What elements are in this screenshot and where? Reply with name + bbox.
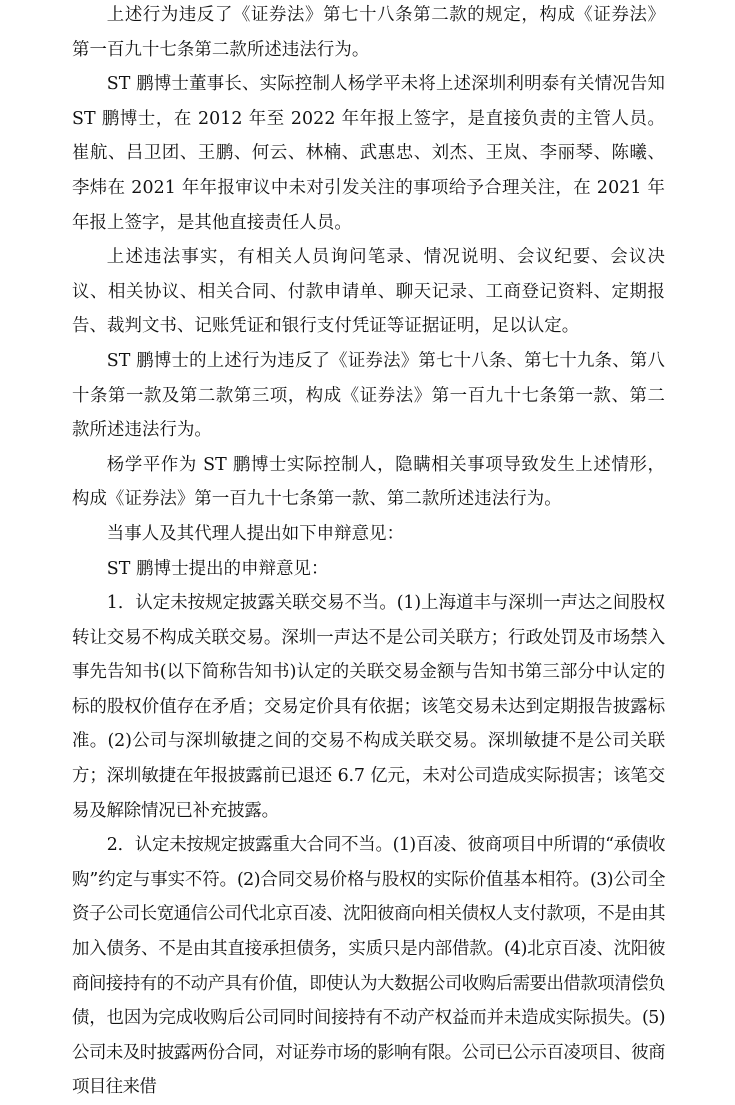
paragraph-4: ST 鹏博士的上述行为违反了《证券法》第七十八条、第七十九条、第八十条第一款及第二款第三项，构成《证券法》第一百九十七条第一款、第二款所述违法行为。 — [72, 350, 665, 441]
paragraph-2: ST 鹏博士董事长、实际控制人杨学平未将上述深圳利明泰有关情况告知 ST 鹏博士，在 2012 年至 2022 年年报上签字，是直接负责的主管人员。崔航、吕卫团、王鹏、何云、林楠、武惠忠、刘杰、王岚、李丽琴、陈曦、李炜在 2021 年年报审议中未对引发关注的事项给予合理关注，在 2021 年年报上签字，是其他直接责任人员。 — [72, 74, 665, 233]
paragraph-defense-item-1: 1．认定未按规定披露关联交易不当。(1)上海道丰与深圳一声达之间股权转让交易不构成关联交易。深圳一声达不是公司关联方；行政处罚及市场禁入事先告知书(以下简称告知书)认定的关联交易金额与告知书第三部分中认定的标的股权价值存在矛盾；交易定价具有依据；该笔交易未达到定期报告披露标准。(2)公司与深圳敏捷之间的交易不构成关联交易。深圳敏捷不是公司关联方；深圳敏捷在年报披露前已退还 6.7 亿元，未对公司造成实际损害；该笔交易及解除情况已补充披露。 — [72, 593, 665, 821]
paragraph-1: 上述行为违反了《证券法》第七十八条第二款的规定，构成《证券法》第一百九十七条第二款所述违法行为。 — [72, 5, 665, 60]
paragraph-defense-intro: 当事人及其代理人提出如下申辩意见： — [106, 523, 405, 544]
paragraph-3: 上述违法事实，有相关人员询问笔录、情况说明、会议纪要、会议决议、相关协议、相关合同、付款申请单、聊天记录、工商登记资料、定期报告、裁判文书、记账凭证和银行支付凭证等证据证明，足以认定。 — [72, 247, 665, 337]
paragraph-5: 杨学平作为 ST 鹏博士实际控制人，隐瞒相关事项导致发生上述情形，构成《证券法》第一百九十七条第一款、第二款所述违法行为。 — [72, 454, 665, 510]
paragraph-defense-item-2: 2．认定未按规定披露重大合同不当。(1)百凌、彼商项目中所谓的“承债收购”约定与事实不符。(2)合同交易价格与股权的实际价值基本相符。(3)公司全资子公司长宽通信公司代北京百凌、沈阳彼商向相关债权人支付款项，不是由其加入债务、不是由其直接承担债务，实质只是内部借款。(4)北京百凌、沈阳彼商间接持有的不动产具有价值，即使认为大数据公司收购后需要出借款项清偿负债，也因为完成收购后公司同时间接持有不动产权益而并未造成实际损失。(5)公司未及时披露两份合同，对证券市场的影响有限。公司已公示百凌项目、彼商项目往来借 — [72, 835, 665, 1098]
paragraph-defense-subject: ST 鹏博士提出的申辩意见： — [106, 558, 329, 579]
document-body — [72, 0, 665, 1105]
